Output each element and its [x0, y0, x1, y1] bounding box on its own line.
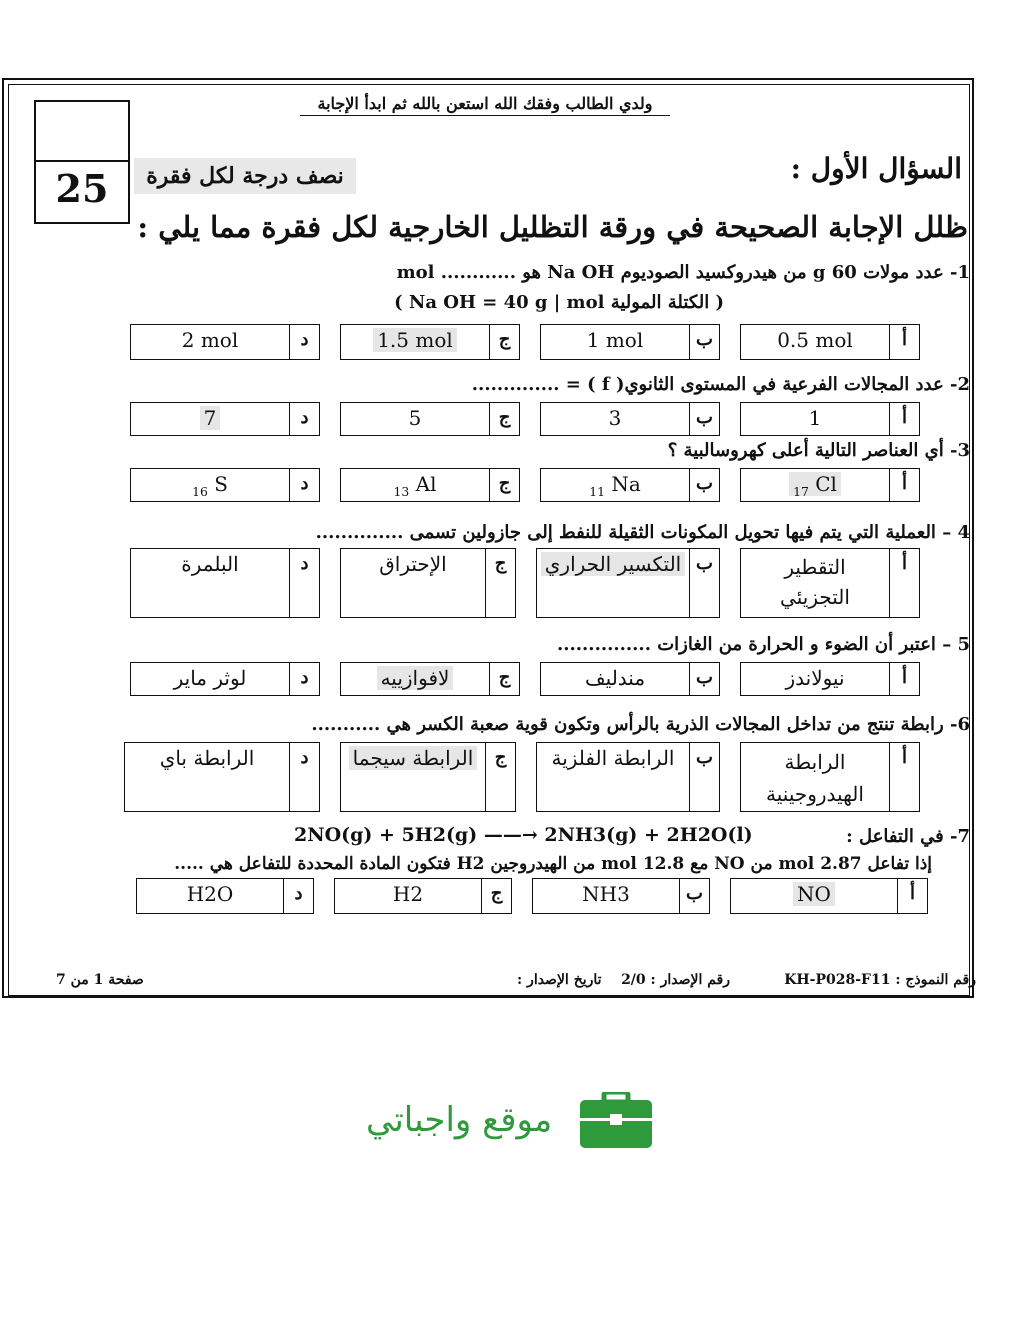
option-d[interactable] [130, 402, 320, 436]
intro-text: ولدي الطالب وفقك الله استعن بالله ثم ابدأ الإجابة [300, 94, 670, 116]
option-letter: د [290, 742, 320, 812]
option-value: H2 [334, 878, 482, 914]
option-value: نيولاندز [740, 662, 890, 696]
atomic-number: 11 [589, 484, 605, 499]
option-letter: ب [690, 468, 720, 502]
option-letter: ج [482, 878, 512, 914]
question-2-options [110, 402, 920, 436]
score-box [34, 100, 130, 224]
option-value: 2 mol [130, 324, 290, 360]
option-letter: أ [890, 402, 920, 436]
option-letter: ج [490, 662, 520, 696]
question-5-options [110, 662, 920, 696]
page-number: صفحة 1 من 7 [56, 972, 144, 988]
question-2-text: 2- عدد المجالات الفرعية في المستوى الثانوي( f ) = .............. [471, 374, 970, 395]
option-letter: ب [690, 662, 720, 696]
option-letter: د [290, 468, 320, 502]
reaction-equation [294, 824, 753, 846]
option-d[interactable] [130, 468, 320, 502]
option-letter: ج [490, 468, 520, 502]
highlighted-value: 1.5 mol [373, 328, 457, 352]
option-value: 5 [340, 402, 490, 436]
option-b[interactable] [536, 548, 720, 618]
option-value: 1 [740, 402, 890, 436]
half-mark-label: نصف درجة لكل فقرة [134, 158, 356, 194]
option-c[interactable] [340, 662, 520, 696]
option-letter: د [290, 402, 320, 436]
option-value: 0.5 mol [740, 324, 890, 360]
element-symbol: Na [611, 472, 641, 496]
question-7-text: 7- في التفاعل : [846, 826, 970, 847]
option-letter: ب [690, 548, 720, 618]
option-value: الرابطة باي [124, 742, 290, 812]
option-value: 3 [540, 402, 690, 436]
option-value [740, 548, 890, 618]
version-label: رقم الإصدار : [650, 972, 730, 988]
option-a[interactable] [730, 878, 928, 914]
question-4-options [110, 548, 920, 618]
option-value [340, 742, 486, 812]
option-c[interactable] [334, 878, 512, 914]
option-letter: ب [690, 324, 720, 360]
option-letter: ب [690, 742, 720, 812]
version-value: 2/0 [621, 972, 646, 988]
question-6-text: 6- رابطة تنتج من تداخل المجالات الذرية بالرأس وتكون قوية صعبة الكسر هي ........... [311, 714, 970, 735]
option-value-line-1: التقطير [784, 555, 846, 579]
option-value: H2O [136, 878, 284, 914]
option-a[interactable] [740, 548, 920, 618]
option-letter: ب [680, 878, 710, 914]
option-letter: ج [486, 548, 516, 618]
question-7-prompt: إذا تفاعل 2.87 mol من NO مع 12.8 mol من الهيدروجين H2 فتكون المادة المحددة للتفاعل هي ..... [174, 854, 932, 874]
version-number [517, 972, 730, 988]
option-value [340, 324, 490, 360]
option-value-line-1: الرابطة [784, 750, 846, 774]
option-value: البلمرة [130, 548, 290, 618]
option-d[interactable] [130, 548, 320, 618]
option-b[interactable] [536, 742, 720, 812]
element-symbol: Al [415, 472, 437, 496]
option-letter: د [290, 662, 320, 696]
option-b[interactable] [532, 878, 710, 914]
option-a[interactable] [740, 468, 920, 502]
question-3-options [110, 468, 920, 502]
briefcase-icon [580, 1092, 652, 1152]
option-c[interactable] [340, 324, 520, 360]
question-1-options [110, 324, 920, 360]
option-letter: ج [490, 324, 520, 360]
option-d[interactable] [130, 662, 320, 696]
option-a[interactable] [740, 662, 920, 696]
option-value [340, 468, 490, 502]
option-letter: د [290, 548, 320, 618]
highlighted-value: NO [793, 882, 835, 906]
highlighted-value: الرابطة سيجما [349, 746, 478, 770]
option-a[interactable] [740, 742, 920, 812]
form-number [784, 972, 976, 988]
option-value: لوثر ماير [130, 662, 290, 696]
option-letter: د [284, 878, 314, 914]
question-1-molar-mass: ( الكتلة المولية Na OH = 40 g | mol ) [394, 292, 724, 313]
option-value [740, 468, 890, 502]
form-number-value: KH-P028-F11 [784, 972, 891, 988]
option-d[interactable] [124, 742, 320, 812]
highlighted-value: التكسير الحراري [541, 552, 685, 576]
option-d[interactable] [130, 324, 320, 360]
atomic-number: 17 [793, 484, 809, 499]
option-value [536, 548, 690, 618]
option-d[interactable] [136, 878, 314, 914]
site-logo-text: موقع واجباتي [366, 1100, 553, 1140]
option-value [130, 468, 290, 502]
question-7-options [116, 878, 928, 914]
option-letter: أ [890, 742, 920, 812]
option-letter: ج [486, 742, 516, 812]
highlighted-value: 7 [200, 406, 221, 430]
option-b[interactable] [540, 324, 720, 360]
question-4-text: 4 – العملية التي يتم فيها تحويل المكونات الثقيلة للنفط إلى جازولين تسمى .............. [315, 522, 970, 543]
option-value: الإحتراق [340, 548, 486, 618]
question-6-options [104, 742, 920, 812]
option-value: 1 mol [540, 324, 690, 360]
instruction: ظلل الإجابة الصحيحة في ورقة التظليل الخارجية لكل فقرة مما يلي : [137, 210, 968, 244]
highlighted-value: لافوازييه [377, 666, 454, 690]
option-letter: أ [890, 662, 920, 696]
option-letter: أ [890, 548, 920, 618]
option-letter: د [290, 324, 320, 360]
option-c[interactable] [340, 402, 520, 436]
option-a[interactable] [740, 324, 920, 360]
element-symbol: S [214, 472, 228, 496]
option-c[interactable] [340, 548, 516, 618]
score-value: 25 [55, 166, 109, 211]
option-value [130, 402, 290, 436]
option-a[interactable] [740, 402, 920, 436]
form-number-label: رقم النموذج : [895, 972, 976, 988]
option-letter: أ [898, 878, 928, 914]
option-value-line-2: التجزيئي [780, 585, 850, 609]
question-1-text: 1- عدد مولات g 60 من هيدروكسيد الصوديوم Na OH هو ............ mol [396, 262, 970, 283]
option-value: NH3 [532, 878, 680, 914]
option-value [740, 742, 890, 812]
option-b[interactable] [540, 468, 720, 502]
option-value [340, 662, 490, 696]
question-3-text: 3- أي العناصر التالية أعلى كهروسالبية ؟ [667, 440, 970, 461]
option-b[interactable] [540, 402, 720, 436]
option-value: الرابطة الفلزية [536, 742, 690, 812]
question-title: السؤال الأول : [790, 152, 962, 185]
option-letter: ب [690, 402, 720, 436]
atomic-number: 16 [192, 484, 208, 499]
reaction-text: 2NO(g) + 5H2(g) ——→ 2NH3(g) + 2H2O(l) [294, 824, 753, 846]
option-c[interactable] [340, 742, 516, 812]
option-value [540, 468, 690, 502]
option-value-line-2: الهيدروجينية [766, 782, 864, 806]
option-letter: ج [490, 402, 520, 436]
option-value: مندليف [540, 662, 690, 696]
option-c[interactable] [340, 468, 520, 502]
element-symbol: Cl [815, 472, 837, 496]
option-value [730, 878, 898, 914]
option-b[interactable] [540, 662, 720, 696]
atomic-number: 13 [393, 484, 410, 499]
option-letter: أ [890, 468, 920, 502]
release-date-label: تاريخ الإصدار : [517, 972, 602, 988]
option-letter: أ [890, 324, 920, 360]
question-5-text: 5 – اعتبر أن الضوء و الحرارة من الغازات ............... [556, 634, 970, 655]
